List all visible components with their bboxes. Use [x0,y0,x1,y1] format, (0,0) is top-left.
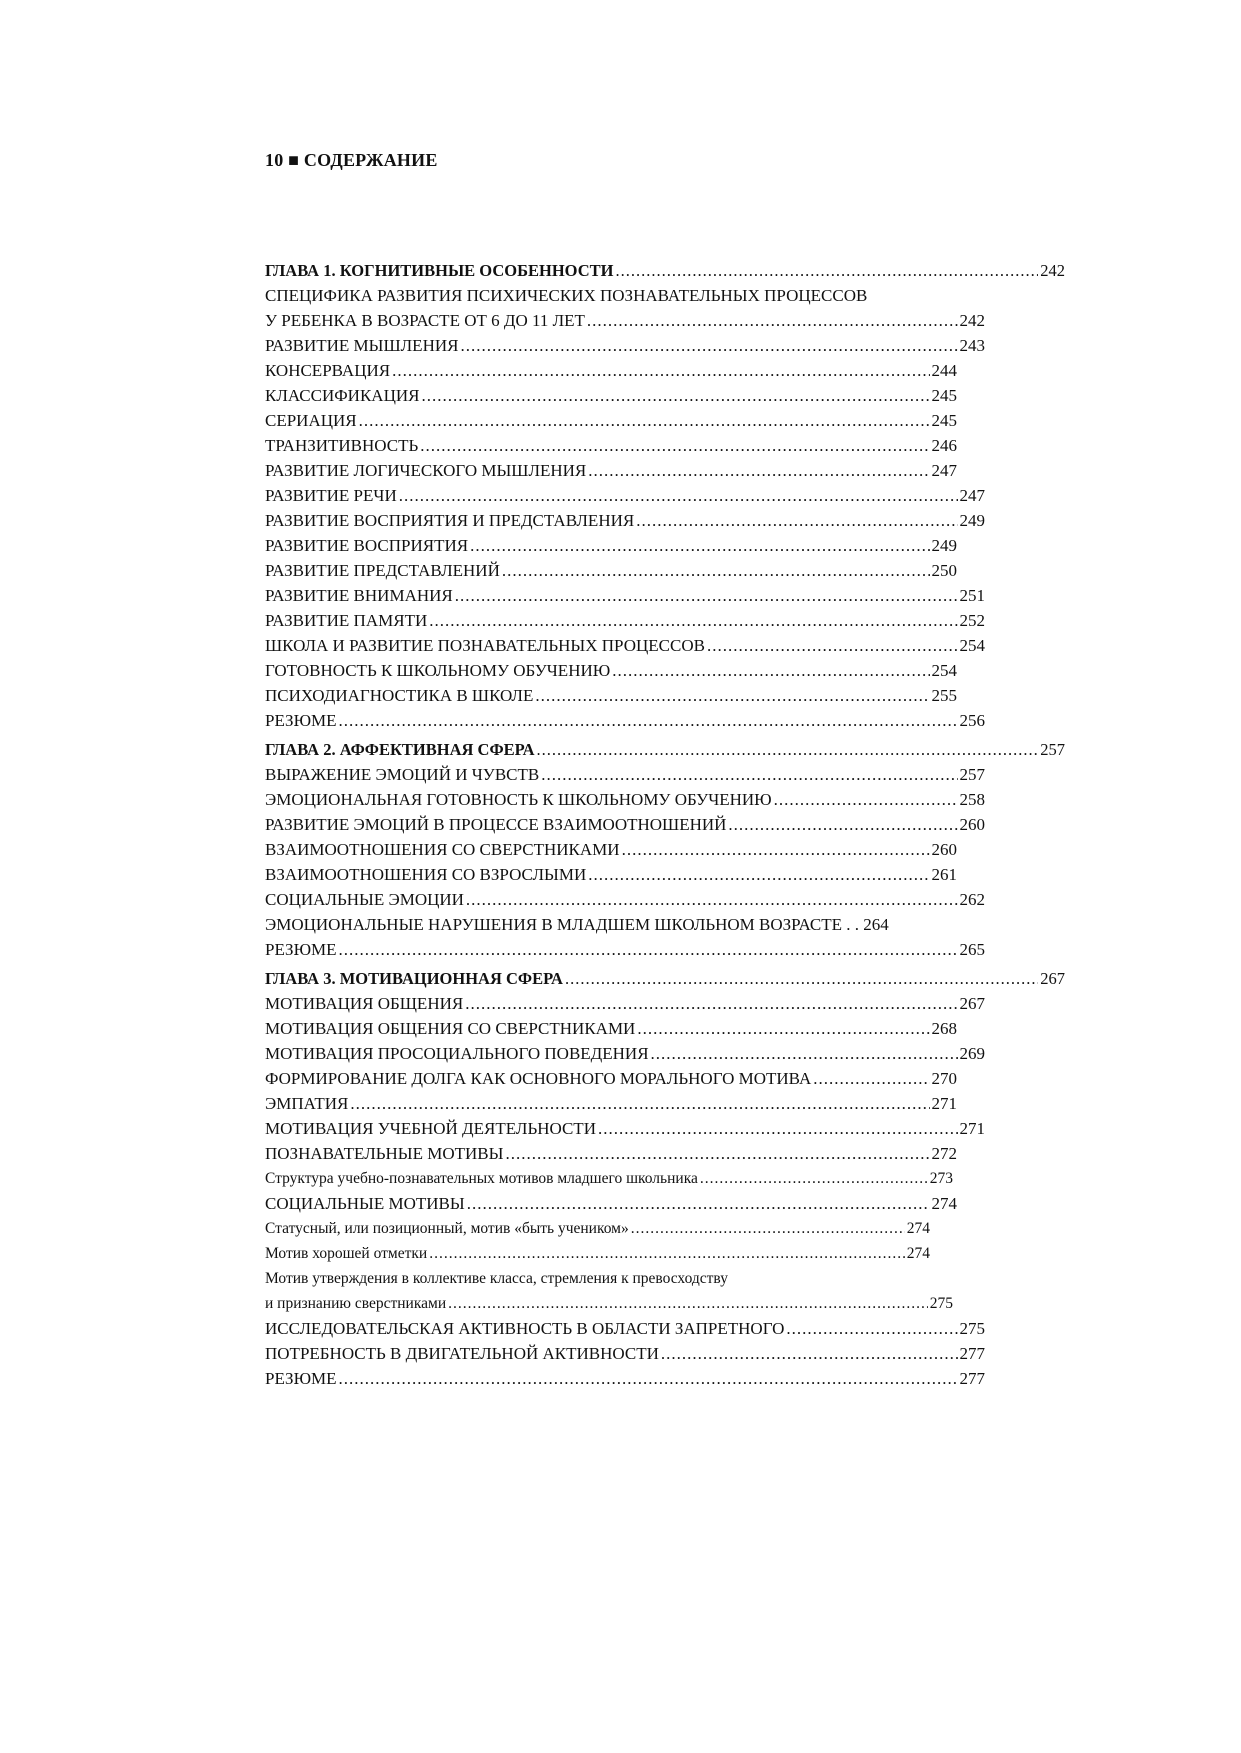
entry-page: 252 [959,611,985,630]
entry-title: ИССЛЕДОВАТЕЛЬСКАЯ АКТИВНОСТЬ В ОБЛАСТИ ЗАПРЕТНОГО [265,1319,785,1338]
entry-title: ЭМОЦИОНАЛЬНАЯ ГОТОВНОСТЬ К ШКОЛЬНОМУ ОБУЧЕНИЮ [265,790,772,809]
toc-entry [265,937,985,962]
dot-leader [399,483,958,508]
entry-title: РАЗВИТИЕ ПРЕДСТАВЛЕНИЙ [265,561,500,580]
dot-leader [465,991,957,1016]
toc-entry [265,458,957,483]
dot-leader [636,508,957,533]
dot-leader [420,433,929,458]
dot-leader [587,308,958,333]
toc-entry [265,633,985,658]
toc-entry [265,308,985,333]
toc-entry: ЭМОЦИОНАЛЬНЫЕ НАРУШЕНИЯ В МЛАДШЕМ ШКОЛЬНОМ ВОЗРАСТЕ . . 264 [265,915,889,934]
entry-title: МОТИВАЦИЯ ПРОСОЦИАЛЬНОГО ПОВЕДЕНИЯ [265,1044,649,1063]
entry-page: 254 [959,636,985,655]
chapter-heading [265,737,1065,762]
entry-title: РАЗВИТИЕ ВНИМАНИЯ [265,586,453,605]
entry-page: 245 [931,411,957,430]
toc-entry [265,408,957,433]
dot-leader [700,1166,928,1191]
entry-title: Структура учебно-познавательных мотивов младшего школьника [265,1170,698,1187]
entry-page: 247 [931,461,957,480]
toc-entry [265,1366,985,1391]
dot-leader [429,1241,905,1266]
entry-page: 246 [931,436,957,455]
entry-page: 274 [931,1194,957,1213]
dot-leader [541,762,957,787]
dot-leader [470,533,929,558]
entry-title: ВЫРАЖЕНИЕ ЭМОЦИЙ И ЧУВСТВ [265,765,540,784]
toc-entry [265,1066,957,1091]
entry-title: КЛАССИФИКАЦИЯ [265,386,420,405]
entry-page: 242 [1040,261,1065,280]
toc-entry [265,708,985,733]
entry-title: РЕЗЮМЕ [265,1369,337,1388]
dot-leader [588,862,929,887]
entry-title: МОТИВАЦИЯ ОБЩЕНИЯ СО СВЕРСТНИКАМИ [265,1019,636,1038]
toc-entry [265,1216,930,1241]
dot-leader [339,1366,958,1391]
entry-page: 256 [959,711,985,730]
entry-page: 255 [931,686,957,705]
dot-leader [466,887,958,912]
dot-leader [588,458,929,483]
entry-page: 277 [959,1344,985,1363]
entry-title: ВЗАИМООТНОШЕНИЯ СО ВЗРОСЛЫМИ [265,865,587,884]
entry-title: ПОЗНАВАТЕЛЬНЫЕ МОТИВЫ [265,1144,504,1163]
toc-entry [265,583,985,608]
dot-leader [448,1291,928,1316]
entry-title: ТРАНЗИТИВНОСТЬ [265,436,419,455]
entry-page: 249 [931,536,957,555]
entry-page: 257 [1040,740,1065,759]
entry-title: ВЗАИМООТНОШЕНИЯ СО СВЕРСТНИКАМИ [265,840,620,859]
entry-page: 244 [931,361,957,380]
entry-page: 274 [906,1245,930,1262]
entry-title: РАЗВИТИЕ ПАМЯТИ [265,611,428,630]
entry-page: 268 [931,1019,957,1038]
entry-title: РАЗВИТИЕ ВОСПРИЯТИЯ [265,536,469,555]
entry-page: 274 [906,1220,930,1237]
toc-entry [265,333,985,358]
dot-leader [651,1041,958,1066]
dot-leader [565,966,1038,991]
entry-title: МОТИВАЦИЯ ОБЩЕНИЯ [265,994,464,1013]
entry-title: ШКОЛА И РАЗВИТИЕ ПОЗНАВАТЕЛЬНЫХ ПРОЦЕССОВ [265,636,705,655]
entry-title: Статусный, или позиционный, мотив «быть учеником» [265,1220,629,1237]
dot-leader [612,658,929,683]
entry-page: 251 [959,586,985,605]
entry-title: МОТИВАЦИЯ УЧЕБНОЙ ДЕЯТЕЛЬНОСТИ [265,1119,596,1138]
chapter-heading [265,966,1065,991]
entry-page: 247 [959,486,985,505]
entry-title: РАЗВИТИЕ ЭМОЦИЙ В ПРОЦЕССЕ ВЗАИМООТНОШЕНИЙ [265,815,727,834]
toc-entry [265,1041,985,1066]
toc-entry [265,1166,953,1191]
dot-leader [392,358,929,383]
toc-entry [265,1141,957,1166]
entry-page: 242 [959,311,985,330]
entry-title: ГЛАВА 1. КОГНИТИВНЫЕ ОСОБЕННОСТИ [265,261,614,280]
toc-entry [265,558,957,583]
dot-leader [460,333,957,358]
dot-leader [707,633,958,658]
dot-leader [631,1216,905,1241]
entry-title: ГЛАВА 3. МОТИВАЦИОННАЯ СФЕРА [265,969,563,988]
entry-page: 249 [959,511,985,530]
toc-entry [265,1241,930,1266]
dot-leader [598,1116,958,1141]
dot-leader [455,583,958,608]
dot-leader [637,1016,929,1041]
dot-leader [622,837,930,862]
toc-entry [265,383,957,408]
entry-page: 262 [959,890,985,909]
toc-entry [265,762,985,787]
entry-page: 254 [931,661,957,680]
entry-title: СОЦИАЛЬНЫЕ МОТИВЫ [265,1194,465,1213]
entry-page: 267 [959,994,985,1013]
toc-entry [265,358,957,383]
dot-leader [359,408,930,433]
dot-leader [661,1341,958,1366]
toc-entry [265,812,985,837]
table-of-contents [265,254,1065,1391]
dot-leader [502,558,930,583]
toc-entry [265,1091,957,1116]
toc-entry [265,608,985,633]
dot-leader [505,1141,929,1166]
dot-leader [786,1316,957,1341]
entry-title: ЭМПАТИЯ [265,1094,349,1113]
entry-title-line: Мотив утверждения в коллективе класса, стремления к превосходству [265,1270,728,1287]
entry-page: 270 [931,1069,957,1088]
entry-page: 271 [931,1094,957,1113]
entry-title: СОЦИАЛЬНЫЕ ЭМОЦИИ [265,890,464,909]
toc-entry [265,862,957,887]
entry-page: 260 [959,815,985,834]
entry-title: РАЗВИТИЕ РЕЧИ [265,486,397,505]
toc-entry [265,433,957,458]
dot-leader [421,383,929,408]
dot-leader [429,608,957,633]
entry-title: РАЗВИТИЕ МЫШЛЕНИЯ [265,336,459,355]
dot-leader [774,787,958,812]
entry-page: 257 [959,765,985,784]
entry-title: РАЗВИТИЕ ЛОГИЧЕСКОГО МЫШЛЕНИЯ [265,461,587,480]
dot-leader [615,258,1038,283]
entry-page: 271 [959,1119,985,1138]
entry-page: 273 [929,1170,953,1187]
toc-entry [265,533,957,558]
entry-title: ГОТОВНОСТЬ К ШКОЛЬНОМУ ОБУЧЕНИЮ [265,661,611,680]
dot-leader [339,708,958,733]
toc-entry [265,1191,957,1216]
dot-leader [467,1191,930,1216]
chapter-heading [265,258,1065,283]
entry-page: 245 [931,386,957,405]
entry-page: 260 [931,840,957,859]
entry-page: 267 [1040,969,1065,988]
dot-leader [350,1091,929,1116]
entry-title: КОНСЕРВАЦИЯ [265,361,391,380]
toc-entry [265,483,985,508]
entry-page: 243 [959,336,985,355]
entry-page: 269 [959,1044,985,1063]
toc-entry [265,1341,985,1366]
entry-title: ФОРМИРОВАНИЕ ДОЛГА КАК ОСНОВНОГО МОРАЛЬНОГО МОТИВА [265,1069,812,1088]
toc-entry [265,1016,957,1041]
entry-title-line: СПЕЦИФИКА РАЗВИТИЯ ПСИХИЧЕСКИХ ПОЗНАВАТЕЛЬНЫХ ПРОЦЕССОВ [265,286,868,305]
toc-entry [265,658,957,683]
toc-entry [265,1116,985,1141]
entry-title: и признанию сверстниками [265,1295,447,1312]
toc-entry [265,683,957,708]
entry-page: 258 [959,790,985,809]
entry-page: 272 [931,1144,957,1163]
entry-page: 261 [931,865,957,884]
toc-entry [265,991,985,1016]
dot-leader [535,683,929,708]
toc-entry [265,787,985,812]
toc-entry [265,1291,953,1316]
toc-entry [265,837,957,862]
dot-leader [728,812,957,837]
entry-title: РЕЗЮМЕ [265,940,337,959]
dot-leader [537,737,1039,762]
toc-entry [265,508,985,533]
entry-title: РЕЗЮМЕ [265,711,337,730]
entry-title: СЕРИАЦИЯ [265,411,357,430]
entry-title: ПОТРЕБНОСТЬ В ДВИГАТЕЛЬНОЙ АКТИВНОСТИ [265,1344,659,1363]
entry-title: РАЗВИТИЕ ВОСПРИЯТИЯ И ПРЕДСТАВЛЕНИЯ [265,511,635,530]
entry-page: 265 [959,940,985,959]
entry-page: 277 [959,1369,985,1388]
entry-page: 250 [931,561,957,580]
dot-leader [813,1066,929,1091]
toc-entry [265,887,985,912]
entry-page: 275 [929,1295,953,1312]
entry-title: Мотив хорошей отметки [265,1245,428,1262]
entry-title: ПСИХОДИАГНОСТИКА В ШКОЛЕ [265,686,534,705]
toc-entry [265,1316,985,1341]
page-header: 10 ■ СОДЕРЖАНИЕ [265,150,438,170]
entry-page: 275 [959,1319,985,1338]
dot-leader [339,937,958,962]
entry-title: У РЕБЕНКА В ВОЗРАСТЕ ОТ 6 ДО 11 ЛЕТ [265,311,585,330]
entry-title: ГЛАВА 2. АФФЕКТИВНАЯ СФЕРА [265,740,535,759]
